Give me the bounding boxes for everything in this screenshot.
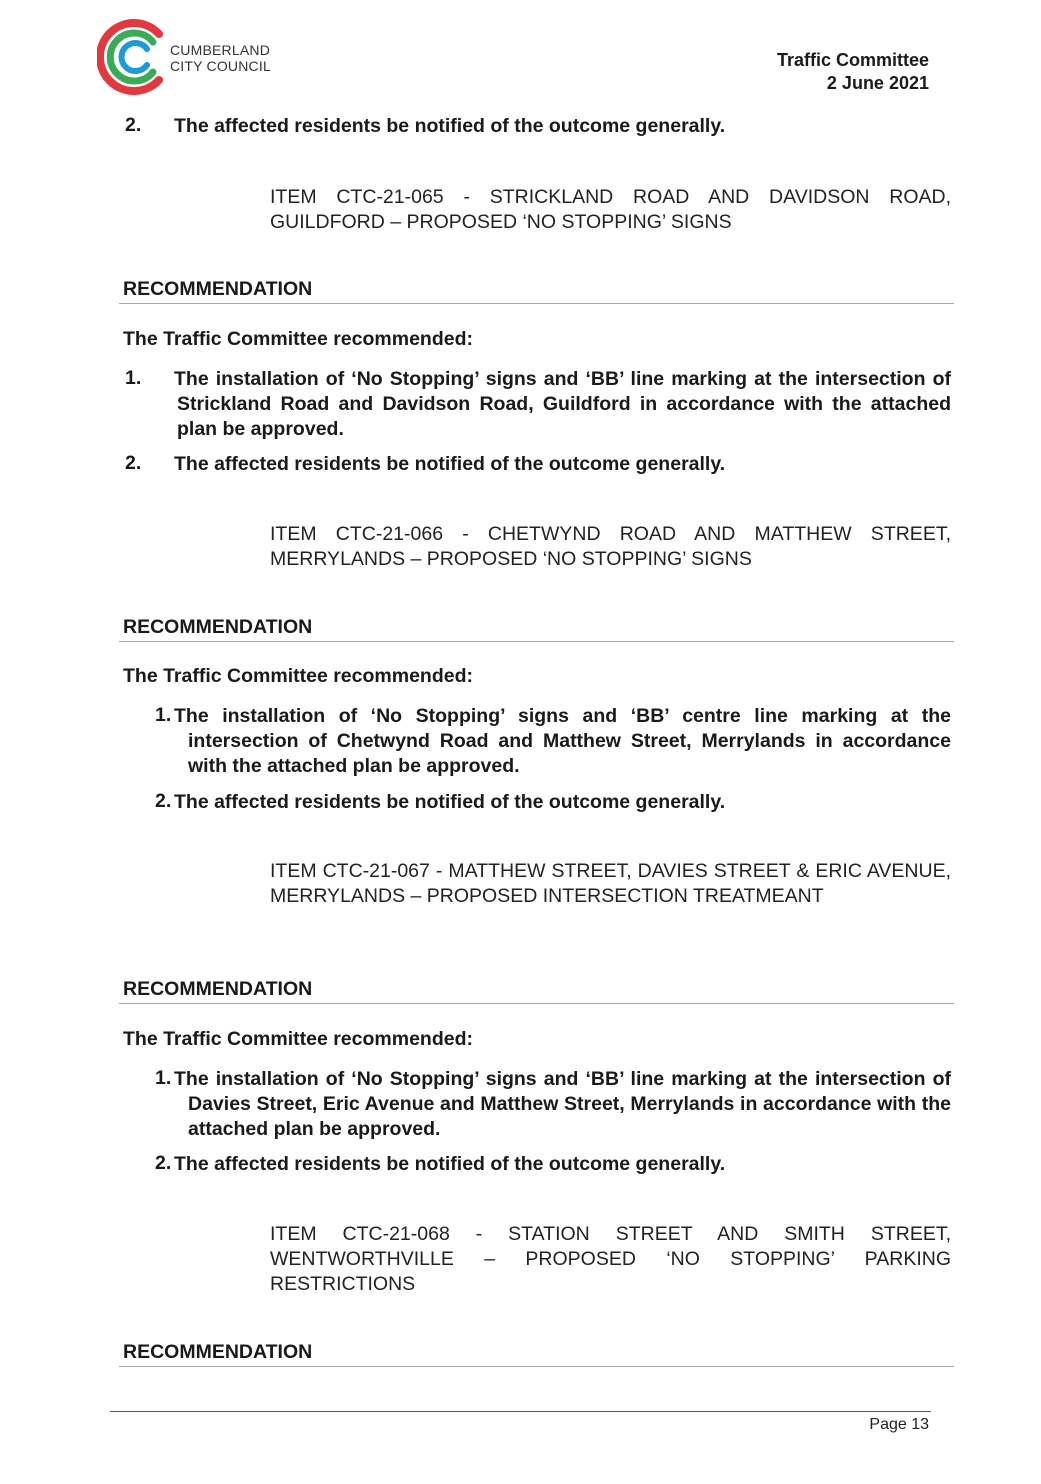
heading-rule [119, 641, 954, 642]
section-heading: RECOMMENDATION [123, 278, 313, 300]
heading-rule [119, 303, 954, 304]
list-number: 2. [125, 114, 142, 136]
heading-rule [119, 1003, 954, 1004]
list-number: 1. [155, 704, 172, 726]
list-item: The installation of ‘No Stopping’ signs and ‘BB’ line marking at the intersection of Davies Street, Eric Avenue and Matthew Street, Merrylands in accordance with the attached plan be approved. [174, 1068, 951, 1140]
council-name-line1: CUMBERLAND [170, 42, 271, 58]
list-number: 2. [155, 1152, 172, 1174]
list-item: The installation of ‘No Stopping’ signs and ‘BB’ line marking at the intersection of Strickland Road and Davidson Road, Guildford in accordance with the attached plan be approved. [174, 368, 951, 440]
item-title: ITEM CTC-21-066 - CHETWYND ROAD AND MATTHEW STREET, MERRYLANDS – PROPOSED ‘NO STOPPING’ SIGNS [270, 523, 951, 570]
section-heading: RECOMMENDATION [123, 616, 313, 638]
heading-rule [119, 1366, 954, 1367]
list-number: 2. [125, 452, 142, 474]
page-number: Page 13 [869, 1416, 929, 1433]
list-item: The affected residents be notified of the outcome generally. [174, 453, 726, 475]
list-number: 2. [155, 790, 172, 812]
council-name [170, 42, 271, 74]
list-number: 1. [125, 367, 142, 389]
meeting-date: 2 June 2021 [826, 73, 929, 93]
section-heading: RECOMMENDATION [123, 978, 313, 1000]
council-name-line2: CITY COUNCIL [170, 58, 271, 74]
item-title: ITEM CTC-21-067 - MATTHEW STREET, DAVIES STREET & ERIC AVENUE, MERRYLANDS – PROPOSED INTERSECTION TREATMEANT [270, 860, 951, 907]
section-heading: RECOMMENDATION [123, 1341, 313, 1363]
recommendation-intro: The Traffic Committee recommended: [123, 1028, 473, 1050]
document-header [777, 49, 929, 95]
list-item: The affected residents be notified of the outcome generally. [174, 115, 726, 137]
footer-rule [110, 1411, 931, 1412]
list-number: 1. [155, 1067, 172, 1089]
list-item: The installation of ‘No Stopping’ signs and ‘BB’ centre line marking at the intersection of Chetwynd Road and Matthew Street, Merrylands in accordance with the attached plan be approved. [174, 705, 951, 777]
committee-name: Traffic Committee [776, 50, 929, 70]
recommendation-intro: The Traffic Committee recommended: [123, 328, 473, 350]
council-logo [97, 16, 297, 100]
list-item: The affected residents be notified of the outcome generally. [174, 791, 726, 813]
recommendation-intro: The Traffic Committee recommended: [123, 665, 473, 687]
item-title: ITEM CTC-21-065 - STRICKLAND ROAD AND DAVIDSON ROAD, GUILDFORD – PROPOSED ‘NO STOPPING’ SIGNS [270, 186, 951, 233]
item-title: ITEM CTC-21-068 - STATION STREET AND SMITH STREET, WENTWORTHVILLE – PROPOSED ‘NO STOPPING’ PARKING RESTRICTIONS [270, 1223, 951, 1295]
council-logo-icon [97, 16, 167, 98]
list-item: The affected residents be notified of the outcome generally. [174, 1153, 726, 1175]
